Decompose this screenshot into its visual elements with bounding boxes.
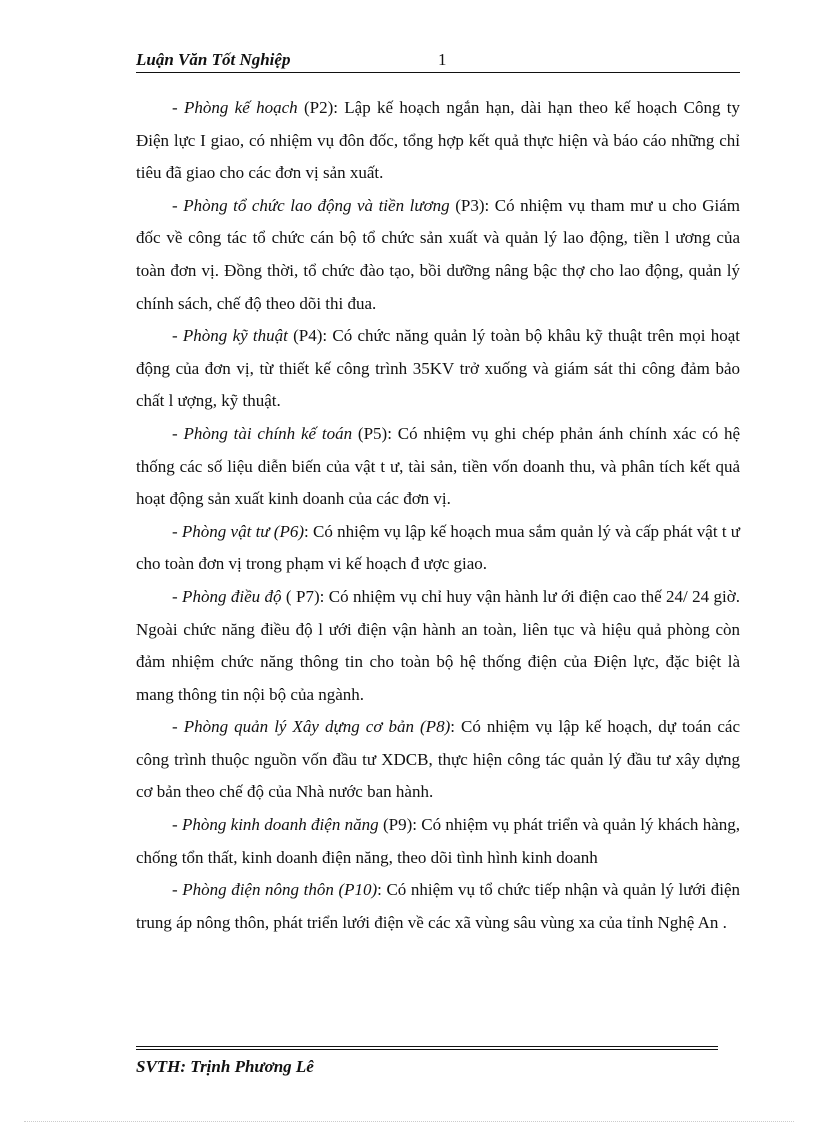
paragraph-construction	[136, 711, 740, 809]
page-number: 1	[438, 50, 447, 69]
department-description: (P3): Có nhiệm vụ tham mư u cho Giám đốc về công tác tổ chức cán bộ tổ chức sản xuất và quản lý lao động, tiền l ương của toàn đơn vị. Đồng thời, tổ chức đào tạo, bồi dưỡng nâng bậc thợ cho lao động, quản lý chính sách, chế độ theo dõi thi đua.	[136, 195, 741, 313]
department-name: - Phòng kỹ thuật	[172, 326, 288, 346]
department-name: - Phòng vật tư (P6)	[172, 521, 305, 541]
footer-author: SVTH: Trịnh Phương Lê	[136, 1057, 314, 1076]
paragraph-finance	[136, 418, 740, 516]
department-name: - Phòng điều độ	[172, 586, 282, 606]
paragraph-planning	[136, 92, 740, 190]
paragraph-rural	[136, 874, 740, 939]
department-description: (P5): Có nhiệm vụ ghi chép phản ánh chính xác có hệ thống các số liệu diễn biến của vật t ư, tài sản, tiền vốn doanh thu, và phân tích kết quả hoạt động sản xuất kinh doanh của các đơn vị.	[136, 423, 741, 509]
department-description: (P9): Có nhiệm vụ phát triển và quản lý khách hàng, chống tổn thất, kinh doanh điện năng, theo dõi tình hình kinh doanh	[136, 815, 740, 867]
department-name: - Phòng điện nông thôn (P10)	[172, 880, 378, 900]
department-description: ( P7): Có nhiệm vụ chỉ huy vận hành lư ới điện cao thế 24/ 24 giờ. Ngoài chức năng điều độ l ưới điện vận hành an toàn, liên tục và hiệu quả phòng còn đảm nhiệm chức năng thông tin cho toàn bộ hệ thống điện của Điện lực, đặc biệt là mang thông tin nội bộ của ngành.	[136, 586, 740, 704]
header-title: Luận Văn Tốt Nghiệp	[136, 50, 291, 69]
paragraph-business	[136, 809, 740, 874]
department-description: (P4): Có chức năng quản lý toàn bộ khâu kỹ thuật trên mọi hoạt động của đơn vị, từ thiết kế công trình 35KV trở xuống và giám sát thi công đảm bảo chất l ượng, kỹ thuật.	[136, 326, 740, 411]
page-bottom-border	[24, 1121, 794, 1122]
body-text	[136, 92, 740, 939]
page-header	[136, 48, 740, 73]
department-name: - Phòng kinh doanh điện năng	[172, 815, 379, 835]
paragraph-materials	[136, 516, 740, 581]
department-description: : Có nhiệm vụ lập kế hoạch, dự toán các công trình thuộc nguồn vốn đầu tư XDCB, thực hiện công tác quản lý đầu tư xây dựng cơ bản theo chế độ của Nhà nước ban hành.	[136, 717, 740, 802]
paragraph-dispatch	[136, 581, 740, 711]
paragraph-labor	[136, 190, 740, 320]
department-name: - Phòng quản lý Xây dựng cơ bản (P8)	[172, 717, 451, 737]
department-description: : Có nhiệm vụ tổ chức tiếp nhận và quản lý lưới điện trung áp nông thôn, phát triển lưới điện về các xã vùng sâu vùng xa của tỉnh Nghệ An .	[136, 880, 740, 932]
page-footer	[136, 1046, 718, 1077]
department-name: - Phòng tài chính kế toán	[172, 423, 353, 443]
department-name: - Phòng tổ chức lao động và tiền lương	[172, 195, 450, 215]
paragraph-technical	[136, 320, 740, 418]
footer-divider	[136, 1046, 718, 1050]
department-description: (P2): Lập kế hoạch ngắn hạn, dài hạn theo kế hoạch Công ty Điện lực I giao, có nhiệm vụ đôn đốc, tổng hợp kết quả thực hiện và báo cáo những chỉ tiêu đã giao cho các đơn vị sản xuất.	[136, 98, 741, 183]
department-description: : Có nhiệm vụ lập kế hoạch mua sắm quản lý và cấp phát vật t ư cho toàn đơn vị trong phạm vi kế hoạch đ ược giao.	[136, 521, 741, 574]
department-name: - Phòng kế hoạch	[172, 98, 298, 117]
